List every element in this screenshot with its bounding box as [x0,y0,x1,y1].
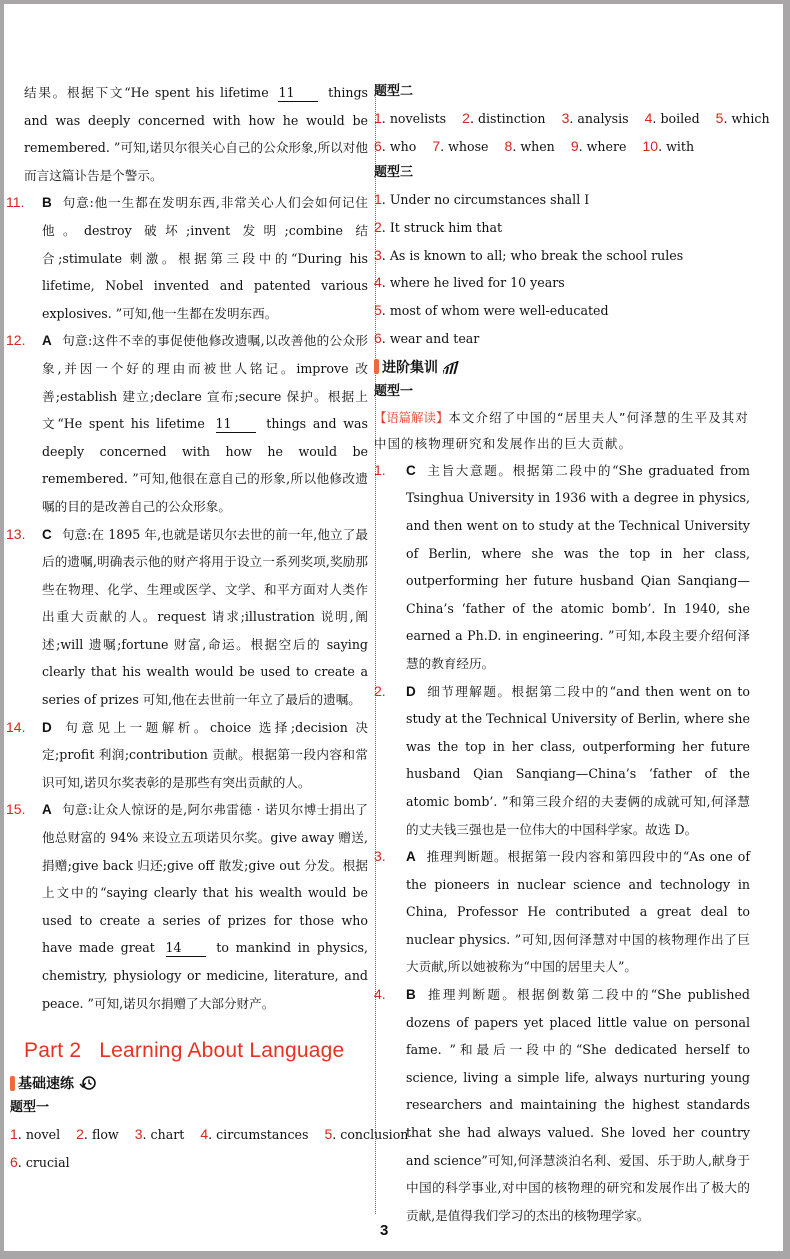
answer-item: 1. novel [10,1126,61,1143]
question-number: 4. [374,986,386,1003]
explanation-pre: 句意:这件不幸的事促使他修改遗嘱,以改善他的公众形象,并因一个好的理由而被世人铭记。improve 改善;establish 建立;declare 宣布;secure 保护。根据上文“He spent his lifetime [42,333,368,432]
part-label: Part 2 [24,1039,82,1063]
intro-text-post: things and was deeply concerned with how he would be remembered. ”可知,诺贝尔很关心自己的公众形象,所以对他而言这篇讣告是个警示。 [24,85,369,183]
explanation: 主旨大意题。根据第二段中的“She graduated from Tsinghua University in 1936 with a degree in physics, and then went on to study at the Technical University of Berlin, where she was the top in her class, outperforming her future husband Qian Sanqiang—China’s ‘father of the atomic bomb’. In 1940, she earned a Ph.D. in engineering. ”可知,本段主要介绍何泽慧的教育经历。 [406,462,750,671]
section-title: 进阶集训 [382,359,438,376]
explanation: 句意:他一生都在发明东西,非常关心人们会如何记住他。destroy 破坏;invent 发明;combine 结合;stimulate 刺激。根据第三段中的“During his lifetime, Nobel invented and patented various explosives. ”可知,他一生都在发明东西。 [42,195,368,321]
answer-letter: D [42,719,52,735]
answer-letter: B [406,987,416,1003]
type-3-answer: 3. As is known to all; who break the school rules [374,246,684,263]
type-1-answers-row-1 [10,1121,409,1149]
answer-item: 8. when [504,137,555,154]
answer-item: 9. where [570,137,627,154]
type-3-answer: 5. most of whom were well-educated [374,302,609,319]
type-3-answer: 4. where he lived for 10 years [374,274,565,291]
question-number: 13. [6,525,26,542]
type-1-answers-row-2 [10,1149,368,1177]
answer-item: 3. analysis [561,110,629,126]
explanation: 细节理解题。根据第二段中的“and then went on to study at the Technical University of Berlin, where she was the top in her class, outperforming her future husband Qian Sanqiang—China’s ‘father of the atomic bomb’. ”和第三段介绍的夫妻俩的成就可知,何泽慧的丈夫钱三强也是一位伟大的中国科学家。故选 D。 [406,683,750,837]
answer-letter: A [406,849,416,865]
answer-letter: A [42,333,52,349]
section-marker [10,1076,15,1091]
answer-item-4 [374,981,750,1229]
explanation: 推理判断题。根据倒数第二段中的“She published dozens of papers yet placed little value on personal fame. ”和最后一段中的“She dedicated herself to science, living a simple life, always nurturing young researchers and maintaining the highest standards that she had always valued. She loved her country and science”可知,何泽慧淡泊名利、爱国、乐于助人,献身于中国的科学事业,对中国的核物理的研究和发展作出了极大的贡献,是值得我们学习的杰出的核物理学家。 [406,987,750,1223]
type-3-answer: 2. It struck him that [374,218,503,235]
answer-item: 2. flow [76,1126,119,1143]
answer-item-12 [6,327,368,520]
answer-item-11 [6,189,368,327]
question-number: 3. [374,848,386,865]
signal-bars-icon [443,360,461,374]
intro-text-pre: 结果。根据下文“He spent his lifetime [24,85,275,100]
section-marker [374,359,379,374]
explanation-post: to mankind in physics, chemistry, physiology or medicine, literature, and peace. ”可知,诺贝尔捐赠了大部分财产。 [42,940,368,1011]
type-2-answers-row-2 [374,133,750,161]
page-number: 3 [380,1222,389,1239]
answer-item: 5. conclusion [324,1126,409,1143]
explanation: 句意:在 1895 年,也就是诺贝尔去世的前一年,他立了最后的遗嘱,明确表示他的财产将用于设立一系列奖项,奖励那些在物理、化学、生理或医学、文学、和平方面对人类作出重大贡献的人。request 请求;illustration 说明,阐述;will 遗嘱;fortune 财富,命运。根据空后的 saying clearly that his wealth would be used to create a series of prizes 可知,他在去世前一年立了最后的遗嘱。 [42,526,368,708]
answer-item-2 [374,678,750,844]
question-number: 11. [6,194,25,211]
section-basic-practice [10,1071,368,1095]
part-name: Learning About Language [99,1039,345,1063]
answer-letter: C [406,462,416,478]
answer-item: 5. which [715,110,770,126]
answer-item-14 [6,714,368,797]
answer-item: 6. who [374,137,417,154]
answer-item: 6. crucial [10,1153,70,1170]
explanation: 推理判断题。根据第一段内容和第四段中的“As one of the pioneers in nuclear science and technology in China, Professor He contributed a great deal to nuclear physics. ”可知,因何泽慧对中国的核物理作出了巨大贡献,所以她被称为“中国的居里夫人”。 [406,849,750,975]
type-2-answers-row-1 [374,105,770,133]
passage-summary [374,405,750,457]
advanced-type-1-heading: 题型一 [374,383,414,399]
intro-paragraph [24,79,368,189]
answer-item: 2. distinction [462,110,546,126]
question-number: 15. [6,801,26,818]
explanation: 句意见上一题解析。choice 选择;decision 决定;profit 利润;contribution 贡献。根据第一段内容和常识可知,诺贝尔奖表彰的是那些有突出贡献的人。 [42,719,368,790]
answer-item-3 [374,843,750,981]
blank-14: 14 [166,940,206,957]
answer-item-13 [6,521,368,714]
clock-icon [79,1075,97,1091]
type-2-heading: 题型二 [374,84,414,99]
answer-letter: B [42,195,52,211]
question-number: 14. [6,718,26,735]
answer-item: 4. circumstances [200,1126,309,1143]
blank-11: 11 [216,416,256,433]
section-title: 基础速练 [18,1076,74,1093]
answer-item-15 [6,796,368,1017]
answer-item: 4. boiled [644,110,700,126]
answer-item: 10. with [642,137,695,154]
answer-item: 3. chart [134,1126,185,1143]
answer-letter: A [42,802,52,818]
passage-summary-tag: 【语篇解读】 [374,409,449,425]
part-title [24,1039,368,1063]
question-number: 2. [374,682,386,699]
type-3-answer: 1. Under no circumstances shall I [374,191,590,207]
answer-item: 1. novelists [374,110,447,126]
blank-11: 11 [278,85,318,102]
type-3-answer: 6. wear and tear [374,329,480,346]
section-advanced-training [374,355,750,379]
question-number: 1. [374,461,386,478]
question-number: 12. [6,332,26,349]
answer-item-1 [374,457,750,678]
explanation-pre: 句意:让众人惊讶的是,阿尔弗雷德 · 诺贝尔博士捐出了他总财富的 94% 来设立五项诺贝尔奖。give away 赠送,捐赠;give back 归还;give off 散发;give out 分发。根据上文中的“saying clearly that his wealth would be used to create a series of prizes for those who have made great [42,802,368,956]
type-1-heading: 题型一 [10,1100,50,1116]
answer-letter: C [42,526,52,542]
passage-summary-text: 本文介绍了中国的“居里夫人”何泽慧的生平及其对中国的核物理研究和发展作出的巨大贡献。 [374,409,749,451]
explanation-post: things and was deeply concerned with how he would be remembered. ”可知,他很在意自己的形象,所以他修改遗嘱的目的是改善自己的公众形象。 [42,416,368,514]
answer-key-page [4,4,783,1251]
answer-letter: D [406,683,416,699]
right-column [374,79,770,1229]
answer-item: 7. whose [432,137,489,154]
type-3-heading: 题型三 [374,165,414,180]
